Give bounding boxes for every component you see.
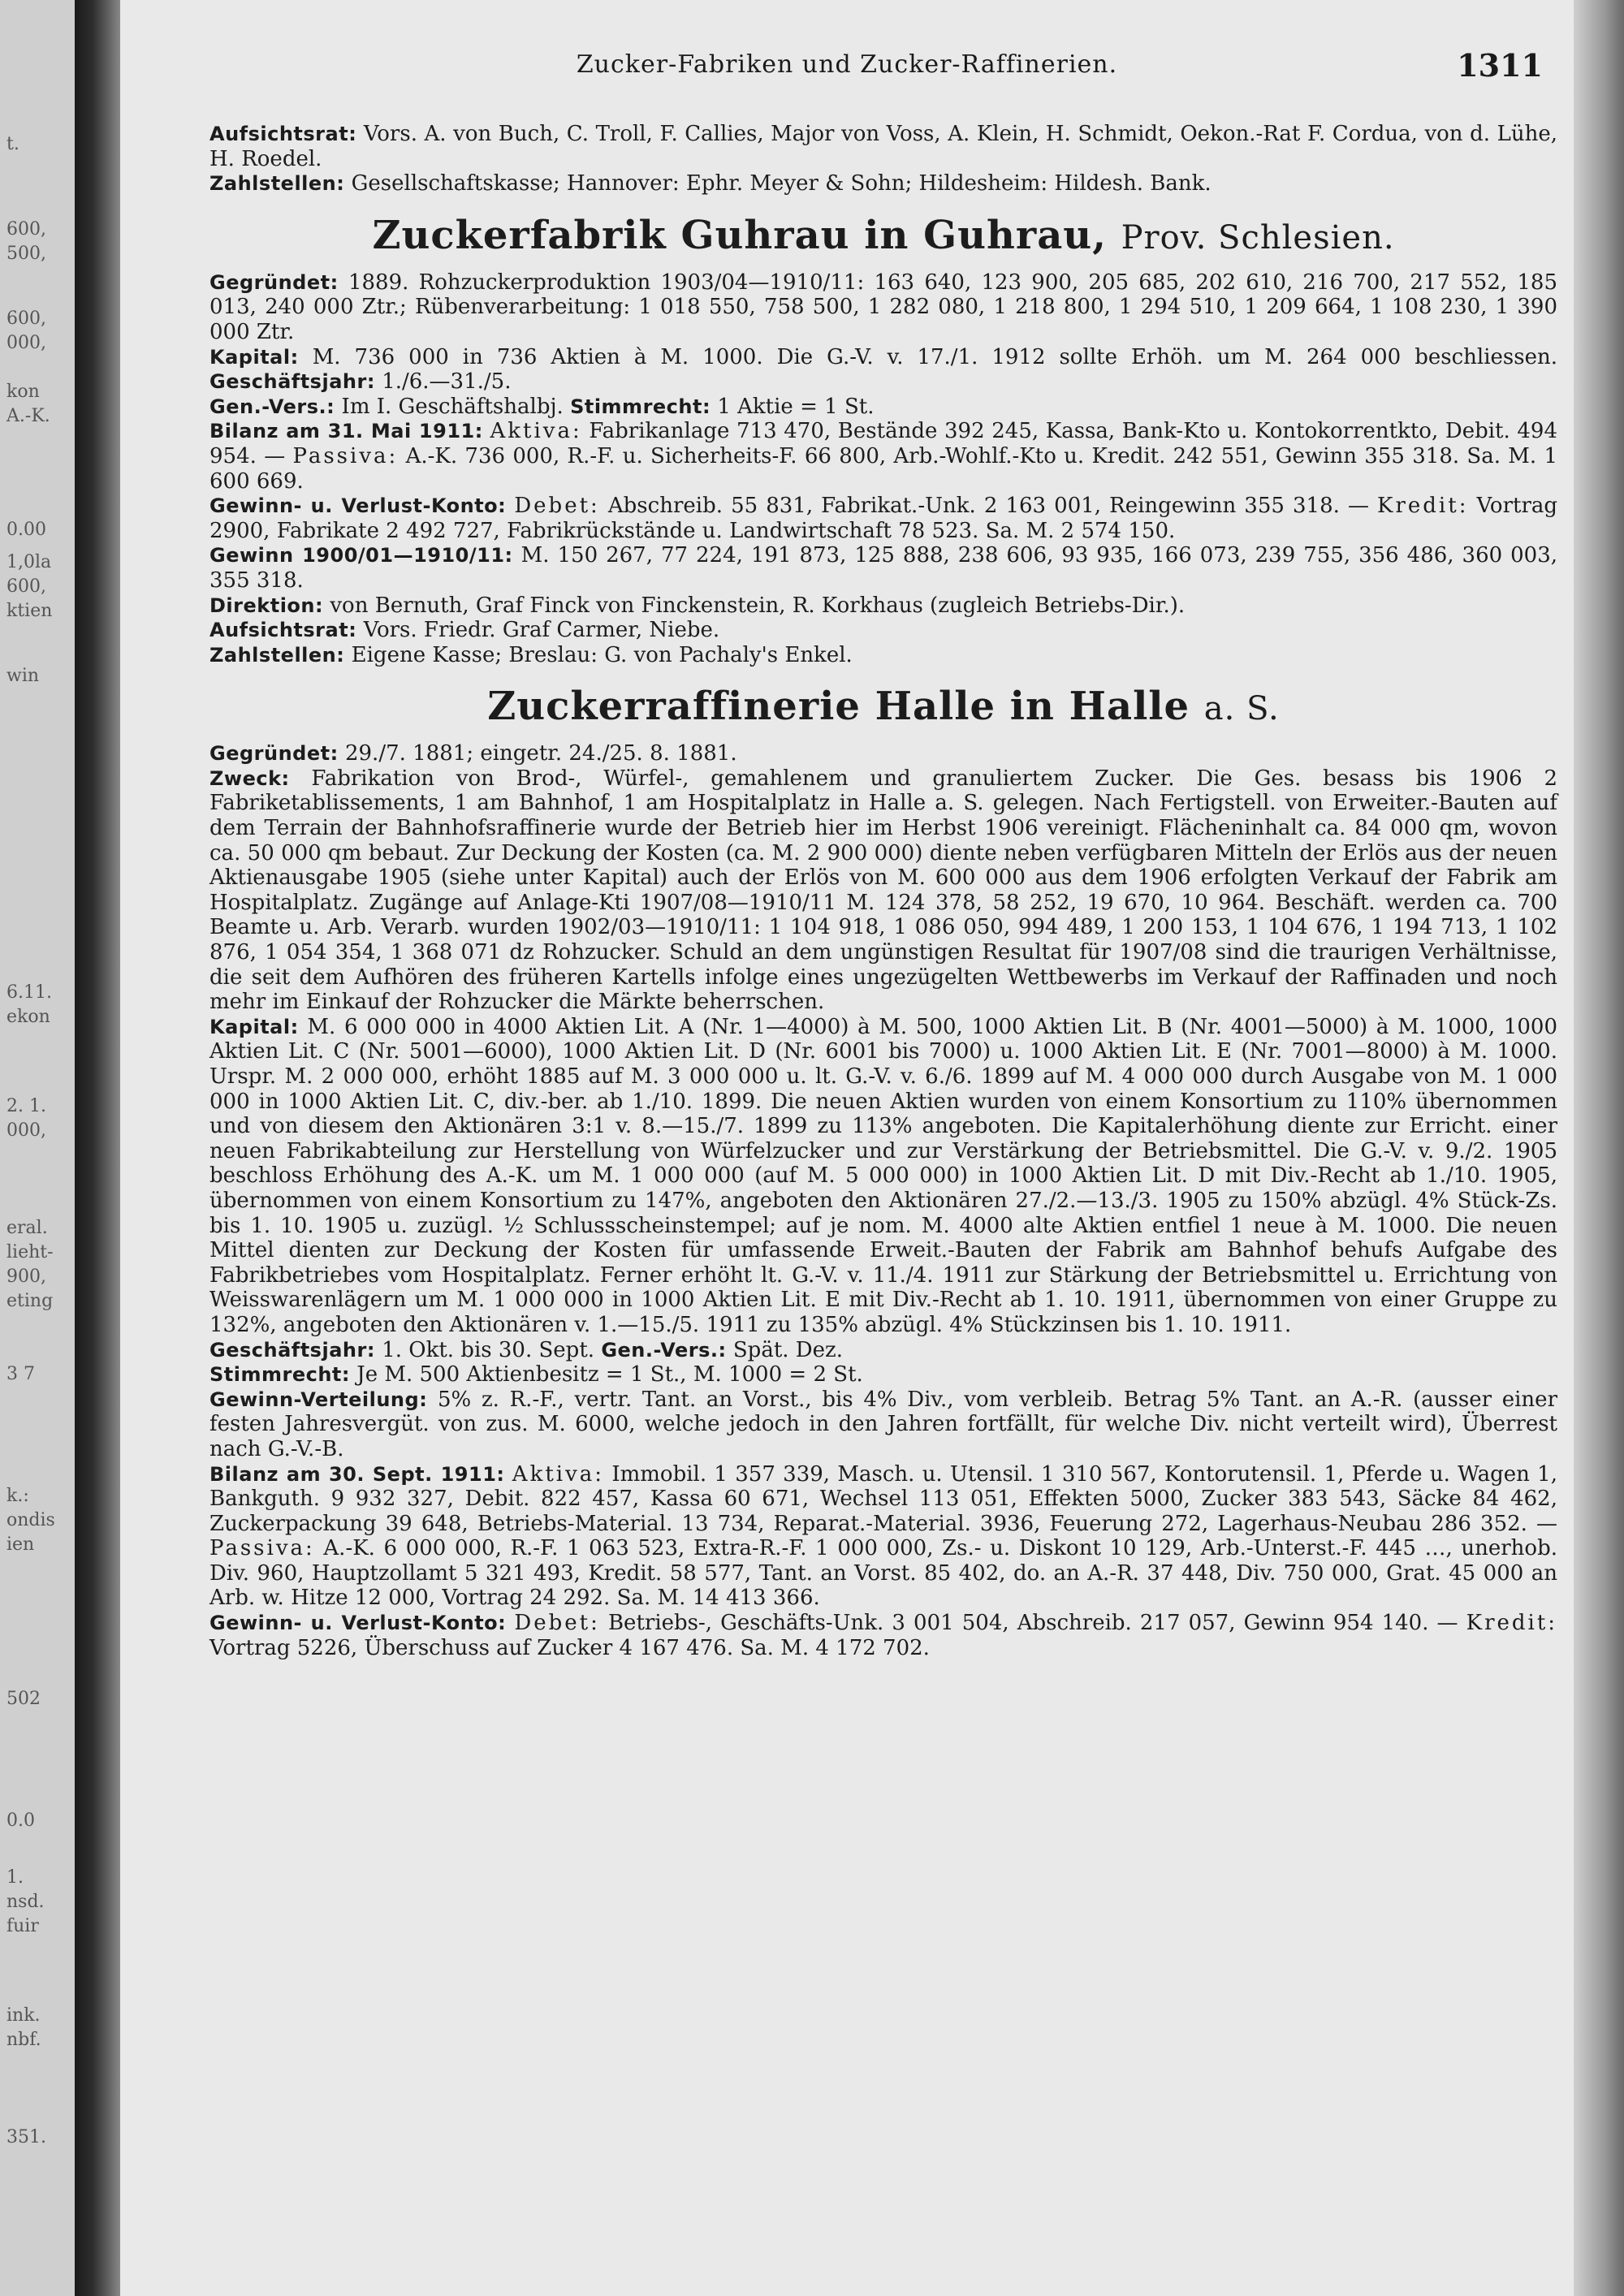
field-label: Direktion: [209,593,324,617]
entry-line [209,1015,1557,1338]
field-text: 29./7. 1881; eingetr. 24./25. 8. 1881. [344,741,737,766]
field-text: Spät. Dez. [732,1337,843,1362]
field-text: Vors. Friedr. Graf Carmer, Niebe. [363,618,720,643]
field-text: Betriebs-, Geschäfts-Unk. 3 001 504, Abschreib. 217 057, Gewinn 954 140. — [607,1611,1458,1636]
left-page-edge [0,0,80,2296]
entry-line [209,1611,1557,1660]
field-label: Gegründet: [209,742,339,766]
field-label: Gegründet: [209,270,339,294]
left-fragment: 0.0 [6,1810,35,1831]
left-fragment: kon [6,382,40,402]
entry-line [209,543,1557,593]
entry-line [209,171,1557,196]
entry-line [209,741,1557,766]
field-text: Eigene Kasse; Breslau: G. von Pachaly's Enkel. [351,642,853,667]
right-page-edge [1574,0,1624,2296]
left-fragment: ktien [6,601,53,621]
field-text: A.-K. 6 000 000, R.-F. 1 063 523, Extra-R.-F. 1 000 000, Zs.- u. Diskont 10 129, Arb.-Unterst.-F. 445 …, unerhob. Div. 960, Hauptzollamt 5 321 493, Kredit. 58 577, Tant. an Vorst. 85 402, do. an A.-R. 37 448, Div. 750 000, Grat. 45 000 an Arb. w. Hitze 12 000, Vortrag 24 292. Sa. M. 14 413 366. [209,1536,1557,1611]
page-number: 1311 [1457,47,1543,84]
entry-line [209,643,1557,668]
field-label: Kapital: [209,1015,299,1038]
field-text: Immobil. 1 357 339, Masch. u. Utensil. 1 310 567, Kontorutensil. 1, Pferde u. Wagen 1, Bankguth. 9 932 327, Debit. 822 457, Kassa 60 671, Wechsel 113 051, Effekten 5000, Zucker 383 543, Säcke 84 462, Zuckerpackung 39 648, Betriebs-Material. 13 734, Reparat.-Material. 3936, Feuerung 272, Lagerhaus-Neubau 286 352. — [209,1461,1557,1536]
field-text: M. 6 000 000 in 4000 Aktien Lit. A (Nr. 1—4000) à M. 500, 1000 Aktien Lit. B (Nr. 4001—5000) à M. 1000, 1000 Aktien Lit. C (Nr. 5001—6000), 1000 Aktien Lit. D (Nr. 6001 bis 7000) u. 1000 Aktien Lit. E (Nr. 7001—8000) à M. 1000. Urspr. M. 2 000 000, erhöht 1885 auf M. 3 000 000 u. lt. G.-V. v. 6./6. 1899 auf M. 4 000 000 durch Ausgabe von M. 1 000 000 in 1000 Aktien Lit. C, div.-ber. ab 1./10. 1899. Die neuen Aktien wurden von einem Konsortium zu 110% übernommen und von diesem den Aktionären 3:1 v. 8.—15./7. 1899 zu 113% angeboten. Die Kapitalerhöhung diente zur Erricht. einer neuen Fabrikabteilung zur Herstellung von Würfelzucker und zur Verstärkung der Betriebsmittel. Die G.-V. v. 9./2. 1905 beschloss Erhöhung des A.-K. um M. 1 000 000 (auf M. 5 000 000) in 1000 Aktien Lit. D mit Div.-Recht ab 1./10. 1905, übernommen von einem Konsortium zu 147%, angeboten den Aktionären 27./2.—13./3. 1905 zu 150% abzügl. 4% Stück-Zs. bis 1. 10. 1905 u. zuzügl. ½ Schlussscheinstempel; auf je nom. M. 4000 alte Aktien entfiel 1 neue à M. 1000. Die neuen Mittel dienten zur Deckung der Kosten für umfassende Erweit.-Bauten der Fabrik am Bahnhof behufs Aufgabe des Fabrikbetriebes vom Hospitalplatz. Ferner erhöht lt. G.-V. v. 11./4. 1911 zur Stärkung der Betriebsmittel u. Errichtung von Weisswarenlägern um M. 1 000 000 in 1000 Aktien Lit. E mit Div.-Recht ab 1. 10. 1911, übernommen von einer Gruppe zu 132%, angeboten den Aktionären v. 1.—15./5. 1911 zu 135% abzügl. 4% Stückzinsen bis 1. 10. 1911. [209,1014,1557,1337]
field-label: Stimmrecht: [209,1363,350,1387]
field-text: Vortrag 5226, Überschuss auf Zucker 4 167 476. Sa. M. 4 172 702. [209,1635,930,1660]
left-fragment: 000, [6,333,46,353]
field-text: Vortrag 2900, Fabrikate 2 492 727, Fabrikrückstände u. Landwirtschaft 78 523. Sa. M. 2 574 150. [209,494,1558,543]
left-fragment: nsd. [6,1892,45,1912]
field-sublabel: Debet: [514,494,600,519]
field-label: Zahlstellen: [209,643,345,667]
running-head: Zucker-Fabriken und Zucker-Raffinerien. [576,50,1118,79]
field-label: Gen.-Vers.: [601,1338,727,1362]
field-label: Kapital: [209,345,299,369]
left-fragment: 600, [6,309,46,329]
left-fragment: eting [6,1291,54,1311]
page-header [120,47,1574,91]
entry-line [209,419,1557,494]
left-fragment: ien [6,1534,35,1555]
left-fragment: 1. [6,1867,24,1888]
field-label: Gewinn- u. Verlust-Konto: [209,1612,507,1635]
left-fragment: 3 7 [6,1364,35,1384]
field-text: 1. Okt. bis 30. Sept. [382,1337,595,1362]
entry-line [209,1362,1557,1388]
left-fragment: 1,0la [6,552,52,572]
page-content [209,122,1557,1660]
field-text: 1889. Rohzuckerproduktion 1903/04—1910/11: 163 640, 123 900, 205 685, 202 610, 216 700, 217 552, 185 013, 240 000 Ztr.; Rübenverarbeitung: 1 018 550, 758 500, 1 282 080, 1 218 800, 1 294 510, 1 209 664, 1 108 230, 1 390 000 Ztr. [209,270,1558,344]
entry-line [209,766,1557,1015]
left-fragment: 2. 1. [6,1096,46,1116]
left-fragment: 6.11. [6,982,52,1003]
company-title: Zuckerfabrik Guhrau in Guhrau, [372,212,1107,258]
book-page [120,0,1574,2296]
left-fragment: eral. [6,1218,48,1238]
field-label: Gewinn-Verteilung: [209,1388,428,1411]
field-text: Gesellschaftskasse; Hannover: Ephr. Meyer & Sohn; Hildesheim: Hildesh. Bank. [351,171,1212,196]
field-text: A.-K. 736 000, R.-F. u. Sicherheits-F. 66 800, Arb.-Wohlf.-Kto u. Kredit. 242 551, Gewinn 355 318. Sa. M. 1 600 669. [209,443,1558,494]
field-label: Bilanz am 31. Mai 1911: [209,420,483,443]
field-text: 5% z. R.-F., vertr. Tant. an Vorst., bis 4% Div., vom verbleib. Betrag 5% Tant. an A.-R. (ausser einer festen Jahresvergüt. von zus. M. 6000, welche jedoch in den Jahren fortfällt, für welche Div. nicht verteilt wird), Überrest nach G.-V.-B. [209,1387,1557,1461]
entry-line [209,1338,1557,1363]
field-sublabel: Debet: [514,1611,600,1636]
field-label: Stimmrecht: [570,395,711,418]
company-subtitle: Prov. Schlesien. [1121,218,1395,257]
left-fragment: k.: [6,1486,29,1506]
field-sublabel: Aktiva: [512,1461,605,1487]
field-sublabel: Passiva: [209,1536,315,1561]
field-label: Aufsichtsrat: [209,123,357,145]
field-label: Geschäftsjahr: [209,370,375,394]
left-fragment: 502 [6,1689,41,1709]
field-label: Gewinn 1900/01—1910/11: [209,544,513,568]
field-text: M. 736 000 in 736 Aktien à M. 1000. Die G.-V. v. 17./1. 1912 sollte Erhöh. um M. 264 000 beschliessen. [312,344,1557,369]
company-subtitle: a. S. [1203,690,1280,728]
field-sublabel: Passiva: [292,443,399,468]
field-sublabel: Kredit: [1377,494,1469,519]
field-label: Zahlstellen: [209,172,345,196]
field-label: Zweck: [209,766,290,790]
left-fragment: win [6,666,40,686]
field-text: Fabrikation von Brod-, Würfel-, gemahlenem und granuliertem Zucker. Die Ges. besass bis 1906 2 Fabriketablissements, 1 am Bahnhof, 1 am Hospitalplatz in Halle a. S. gelegen. Nach Fertigstell. von Erweiter.-Bauten auf dem Terrain der Bahnhofsraffinerie wurde der Betrieb hier im Herbst 1906 vereinigt. Flächeninhalt ca. 84 000 qm, wovon ca. 50 000 qm bebaut. Zur Deckung der Kosten (ca. M. 2 900 000) diente neben verfügbaren Mitteln der Erlös aus der neuen Aktienausgabe 1905 (siehe unter Kapital) auch der Erlös von M. 600 000 aus dem 1906 erfolgten Verkauf der Fabrik am Hospitalplatz. Zugänge auf Anlage-Kti 1907/08—1910/11 M. 124 378, 58 252, 19 670, 10 964. Beschäft. werden ca. 700 Beamte u. Arb. Verarb. wurden 1902/03—1910/11: 1 104 918, 1 086 050, 994 489, 1 200 153, 1 104 676, 1 194 713, 1 102 876, 1 054 354, 1 368 071 dz Rohzucker. Schuld an dem ungünstigen Resultat für 1907/08 sind die traurigen Verhältnisse, die seit dem Aufhören des früheren Kartells infolge eines ungezügelten Wettbewerbs im Verkauf der Raffinaden und noch mehr im Einkauf der Rohzucker die Märkte beherrschen. [209,766,1558,1015]
left-fragment: 000, [6,1120,46,1141]
field-sublabel: Aktiva: [490,419,582,444]
left-fragment: ekon [6,1007,50,1027]
field-text: Je M. 500 Aktienbesitz = 1 St., M. 1000 = 2 St. [356,1362,863,1388]
field-label: Bilanz am 30. Sept. 1911: [209,1462,505,1486]
field-sublabel: Kredit: [1466,1611,1558,1636]
entry-line [209,494,1557,543]
left-fragment: 500, [6,244,46,264]
field-text: 1 Aktie = 1 St. [717,394,875,419]
entry-line [209,122,1557,171]
field-text: von Bernuth, Graf Finck von Finckenstein, R. Korkhaus (zugleich Betriebs-Dir.). [330,593,1186,618]
entry-line [209,270,1557,345]
company-heading [209,682,1557,733]
field-label: Geschäftsjahr: [209,1338,375,1362]
left-fragment: fuir [6,1916,39,1936]
field-label: Gen.-Vers.: [209,395,335,418]
entry-line [209,1462,1557,1612]
left-fragment: 0.00 [6,520,46,540]
entry-line [209,593,1557,619]
left-fragment: 600, [6,576,46,597]
entry-line [209,1388,1557,1462]
field-text: Fabrikanlage 713 470, Bestände 392 245, Kassa, Bank-Kto u. Kontokorrentkto, Debit. 494 954. — [209,419,1558,468]
left-fragment: nbf. [6,2030,41,2050]
left-fragment: ondis [6,1510,55,1530]
left-fragment: lieht- [6,1242,54,1262]
field-text: Im I. Geschäftshalbj. [341,394,564,419]
company-title: Zuckerraffinerie Halle in Halle [487,684,1190,730]
field-label: Aufsichtsrat: [209,619,357,642]
entry-line [209,618,1557,643]
entry-line [209,395,1557,420]
field-text: Abschreib. 55 831, Fabrikat.-Unk. 2 163 001, Reingewinn 355 318. — [607,494,1369,519]
company-heading [209,211,1557,262]
field-text: M. 150 267, 77 224, 191 873, 125 888, 238 606, 93 935, 166 073, 239 755, 356 486, 360 003, 355 318. [209,543,1558,593]
left-fragment: 351. [6,2127,46,2147]
entry-line [209,345,1557,395]
book-gutter [75,0,120,2296]
left-fragment: ink. [6,2005,41,2026]
left-fragment: 900, [6,1267,46,1287]
left-fragment: 600, [6,219,46,240]
left-fragment: t. [6,134,19,154]
field-text: 1./6.—31./5. [382,369,512,395]
left-fragment: A.-K. [6,406,50,426]
field-text: Vors. A. von Buch, C. Troll, F. Callies, Major von Voss, A. Klein, H. Schmidt, Oekon.-Rat F. Cordua, von d. Lühe, H. Roedel. [209,122,1558,171]
field-label: Gewinn- u. Verlust-Konto: [209,494,507,518]
